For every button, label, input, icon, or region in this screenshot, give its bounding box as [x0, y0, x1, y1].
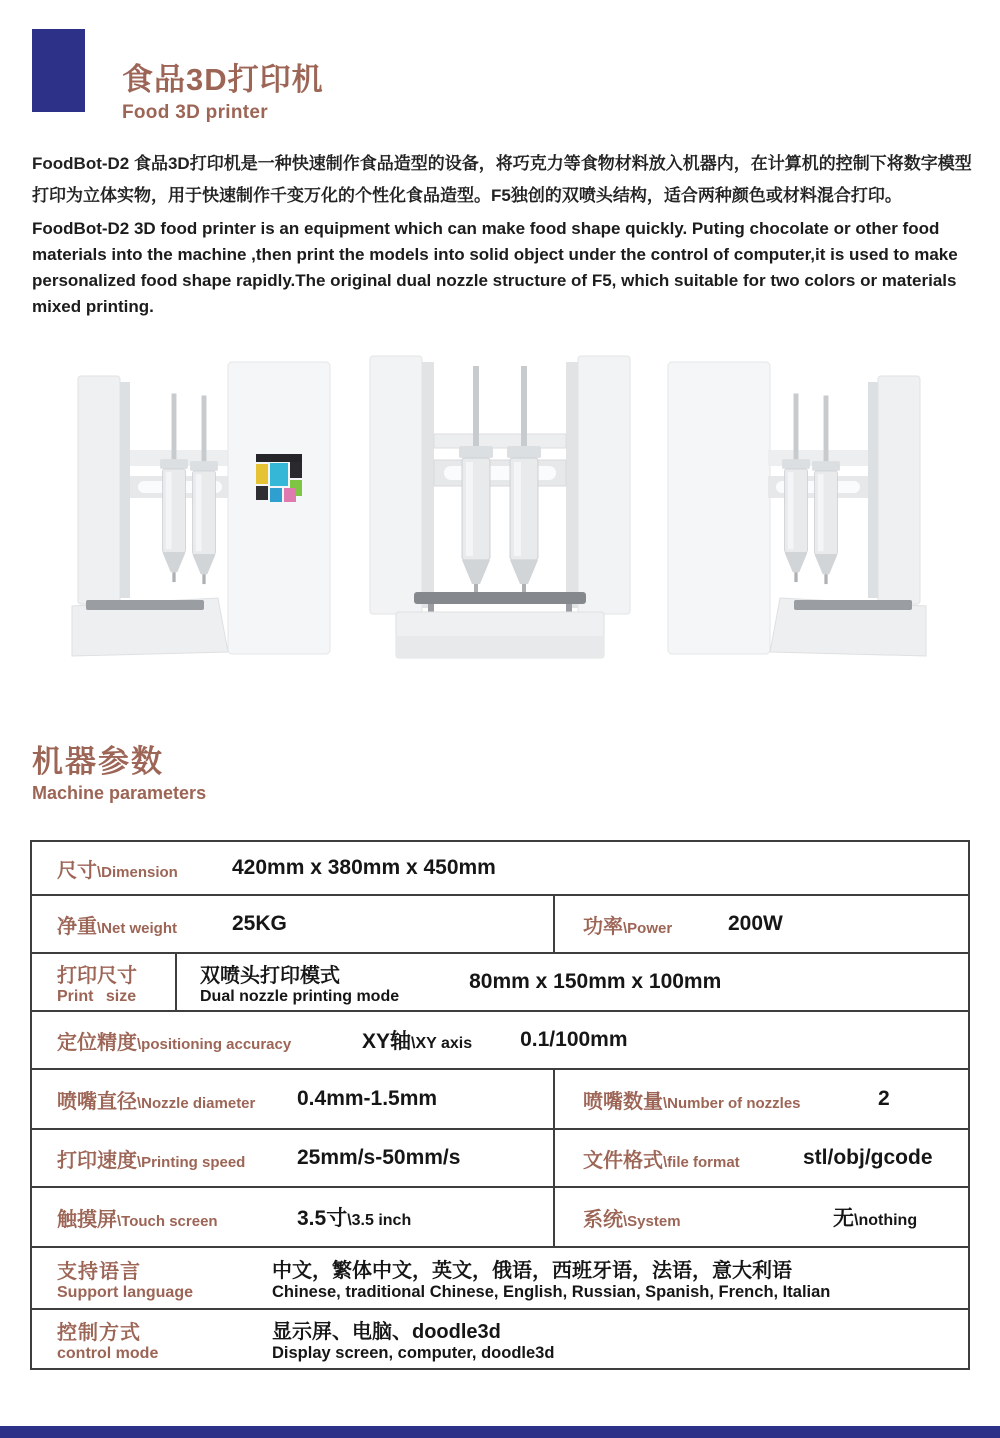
brand-mark [32, 29, 85, 112]
dimension-label: 尺寸\Dimension [57, 859, 178, 882]
nozzle-count-label: 喷嘴数量\Number of nozzles [583, 1090, 801, 1113]
intro-paragraph-zh: FoodBot-D2 食品3D打印机是一种快速制作食品造型的设备，将巧克力等食物材料放入机器内，在计算机的控制下将数字模型打印为立体实物，用于快速制作千变万化的个性化食品造型。F5独创的双喷头结构，适合两种颜色或材料混合打印。 [32, 154, 972, 205]
product-photo-center [370, 356, 630, 658]
touchscreen-graphic [256, 454, 302, 502]
file-format-label: 文件格式\file format [583, 1149, 740, 1172]
product-photo-right [668, 362, 926, 656]
spec-row-support-language [32, 1248, 968, 1310]
net-weight-label: 净重\Net weight [57, 915, 178, 938]
header [122, 54, 324, 124]
print-speed-value: 25mm/s-50mm/s [297, 1146, 461, 1169]
spec-row-weight-power [32, 896, 968, 954]
product-photo-left [72, 362, 330, 656]
nozzle-count-cell [555, 1070, 968, 1128]
file-format-value: stl/obj/gcode [803, 1146, 933, 1169]
print-speed-label: 打印速度\Printing speed [57, 1149, 246, 1172]
system-cell [555, 1188, 968, 1246]
nozzle-count-value: 2 [878, 1087, 890, 1110]
intro-paragraph-en: FoodBot-D2 3D food printer is an equipment which can make food shape quickly. Puting chocolate or other food materials into the machine ,then print the models into solid object under the control of computer,it is used to make personalized food shape rapidly.The original dual nozzle structure of F5, which suitable for two colors or materials mixed printing. [32, 219, 958, 316]
spec-row-dimension [32, 842, 968, 896]
system-value: 无\nothing [833, 1207, 918, 1230]
spec-row-speed-format [32, 1130, 968, 1188]
print-size-label: 打印尺寸 Print size [32, 954, 177, 1010]
net-weight-cell [32, 896, 555, 952]
system-label: 系统\System [583, 1208, 681, 1231]
spec-row-positioning-accuracy [32, 1012, 968, 1070]
power-value: 200W [728, 912, 783, 935]
support-language-label: 支持语言 Support language [57, 1260, 193, 1301]
positioning-label: 定位精度\positioning accuracy [57, 1031, 292, 1054]
spec-row-screen-system [32, 1188, 968, 1248]
page-title-zh: 食品3D打印机 [122, 62, 324, 97]
print-speed-cell [32, 1130, 555, 1186]
footer-bar [0, 1426, 1000, 1438]
file-format-cell [555, 1130, 968, 1186]
nozzle-diameter-label: 喷嘴直径\Nozzle diameter [57, 1090, 256, 1113]
spec-row-nozzle [32, 1070, 968, 1130]
support-language-value: 中文，繁体中文，英文，俄语，西班牙语，法语，意大利语 Chinese, traditional Chinese, English, Russian, Spanish, French, Italian [272, 1260, 831, 1301]
product-images [60, 350, 940, 665]
nozzle-diameter-value: 0.4mm-1.5mm [297, 1087, 438, 1110]
touch-screen-label: 触摸屏\Touch screen [57, 1208, 218, 1231]
spec-table [30, 840, 970, 1370]
control-mode-label: 控制方式 control mode [57, 1321, 159, 1362]
page-title-en: Food 3D printer [122, 102, 268, 123]
positioning-value: 0.1/100mm [520, 1028, 628, 1051]
spec-row-print-size [32, 954, 968, 1012]
power-cell [555, 896, 968, 952]
dimension-value: 420mm x 380mm x 450mm [232, 856, 496, 879]
section-title-en: Machine parameters [32, 783, 207, 803]
spec-row-control-mode [32, 1310, 968, 1368]
power-label: 功率\Power [583, 915, 673, 938]
section-machine-parameters [32, 736, 206, 804]
print-size-mode: 双喷头打印模式 Dual nozzle printing mode [200, 964, 400, 1005]
positioning-axis: XY轴\XY axis [362, 1030, 473, 1053]
net-weight-value: 25KG [232, 912, 287, 935]
touch-screen-value: 3.5寸\3.5 inch [297, 1207, 412, 1230]
print-size-value: 80mm x 150mm x 100mm [469, 970, 722, 993]
nozzle-diameter-cell [32, 1070, 555, 1128]
printer-illustration [60, 350, 940, 665]
control-mode-value: 显示屏、电脑、doodle3d Display screen, computer, doodle3d [272, 1321, 555, 1362]
touch-screen-cell [32, 1188, 555, 1246]
section-title-zh: 机器参数 [32, 744, 164, 779]
